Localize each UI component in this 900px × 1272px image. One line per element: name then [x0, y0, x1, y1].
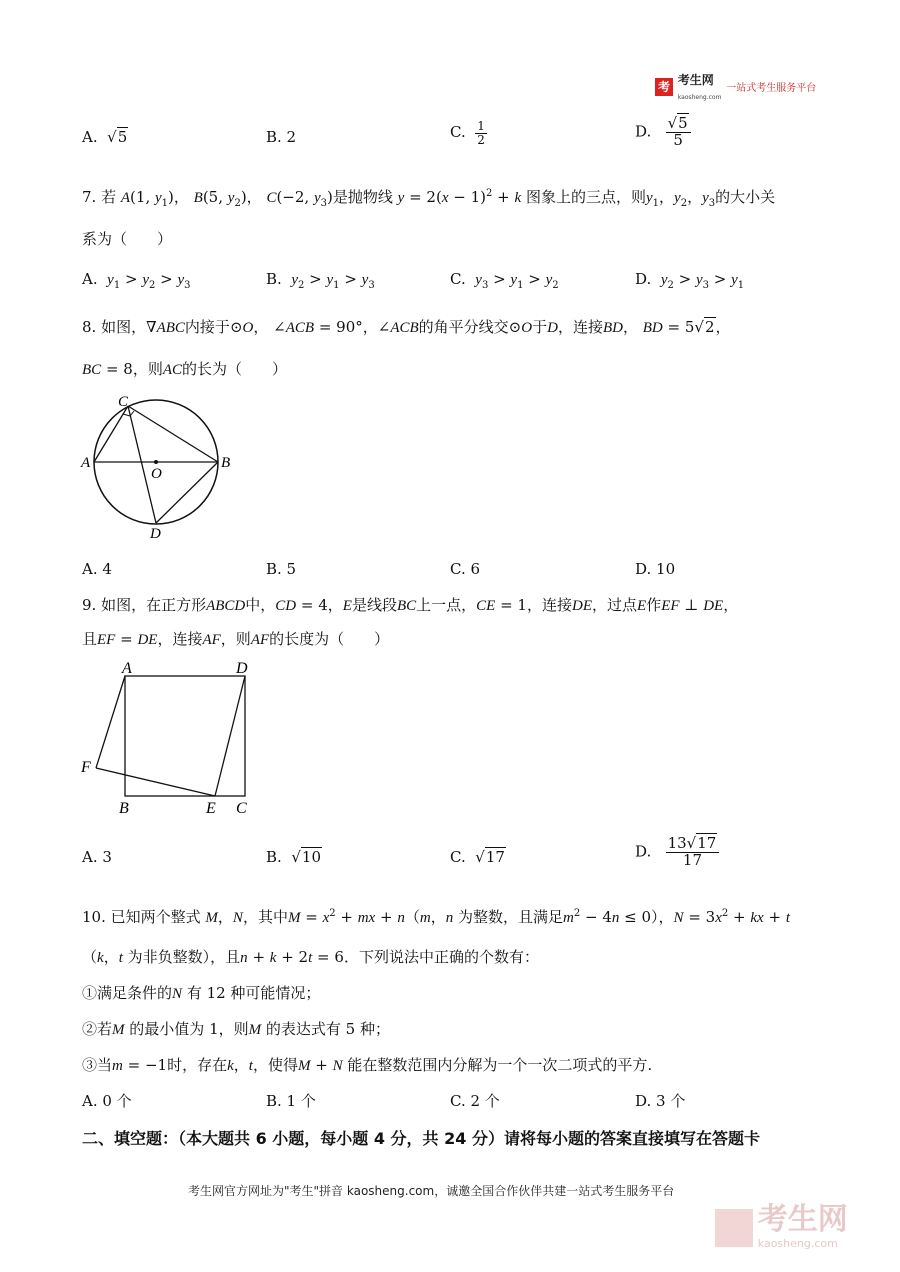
q9-segment-af: [96, 676, 125, 768]
q9-square: [125, 676, 245, 796]
q7-stem-line2: 系为（ ）: [82, 230, 173, 248]
q9-figure: [78, 656, 258, 821]
watermark-domain: kaosheng.com: [757, 1237, 838, 1250]
logo-slogan: 一站式考生服务平台: [726, 83, 817, 94]
q9-label-c: C: [236, 800, 247, 817]
q8-option-d: D. 10: [635, 560, 676, 578]
q8-option-a: A. 4: [82, 560, 112, 578]
q10-option-a: A. 0 个: [82, 1092, 132, 1110]
q7-option-c: C. $y_3 > y_1 > y_2$: [450, 270, 559, 291]
q9-segment-ed: [215, 676, 245, 796]
q7-option-a: A. $y_1 > y_2 > y_3$: [82, 270, 191, 291]
logo-mark: 考: [655, 78, 673, 96]
q8-option-b: B. 5: [266, 560, 297, 578]
q7-option-d: D. $y_2 > y_3 > y_1$: [635, 270, 745, 291]
q10-option-b: B. 1 个: [266, 1092, 316, 1110]
q9-label-d: D: [236, 660, 248, 677]
q10-stem-line2: （k，t 为非负整数），且n + k + 2t = 6．下列说法中正确的个数有：: [82, 948, 539, 966]
watermark: [715, 1202, 848, 1250]
q8-segment-cd: [128, 406, 156, 523]
q10-option-c: C. 2 个: [450, 1092, 500, 1110]
footer-text: 考生网官方网址为"考生"拼音 kaosheng.com，诚邀全国合作伙伴共建一站式考生服务平台: [188, 1184, 675, 1198]
q10-option-d: D. 3 个: [635, 1092, 686, 1110]
q10-statement-2: ②若M 的最小值为 1，则M 的表达式有 5 种；: [82, 1020, 390, 1038]
q9-option-d: D. $\frac{13√17}{17}$: [635, 836, 719, 869]
q9-label-f: F: [81, 759, 91, 776]
q6-option-c: C. $\frac{1}{2}$: [450, 119, 485, 147]
section-fill-in-heading: 二、填空题：（本大题共 6 小题，每小题 4 分，共 24 分）请将每小题的答案直接填写在答题卡: [82, 1129, 760, 1148]
logo-name: 考生网: [677, 73, 714, 87]
q8-label-d: D: [150, 526, 161, 542]
q8-stem-line2: BC = 8，则AC的长为（ ）: [82, 360, 288, 378]
q8-segment-db: [156, 462, 218, 523]
q9-label-a: A: [122, 660, 132, 677]
q8-center-point: [154, 460, 158, 464]
q8-segment-cb: [128, 406, 218, 462]
q7-stem: 7. 若 A(1, $y_1$)， B(5, $y_2$)， C(−2, $y_3$)是抛物线 $y = 2(x - 1)^2 + k$ 图象上的三点，则$y_1$，$y_2$，$y_3$的大小关: [82, 188, 776, 209]
logo-domain: kaosheng.com: [677, 94, 722, 101]
watermark-name: 考生网: [757, 1202, 848, 1237]
q9-option-b: B. √10: [266, 848, 321, 866]
q9-option-c: C. √17: [450, 848, 505, 866]
q8-stem: 8. 如图，∇ABC内接于⊙O， ∠ACB = 90°，∠ACB的角平分线交⊙O于D，连接BD， BD = 5√2，: [82, 318, 731, 336]
watermark-logo-icon: [715, 1209, 753, 1247]
q6-option-b: B. 2: [266, 128, 297, 146]
q6-option-d: D. $\frac{√5}{5}$: [635, 116, 691, 149]
q9-label-b: B: [119, 800, 129, 817]
q10-statement-3: ③当m = −1时，存在k，t，使得M + N 能在整数范围内分解为一个一次二项式的平方.: [82, 1056, 653, 1074]
q8-label-a: A: [81, 455, 91, 471]
q9-option-a: A. 3: [82, 848, 112, 866]
q8-figure: [78, 390, 231, 542]
q10-statement-1: ①满足条件的N 有 12 种可能情况；: [82, 984, 321, 1002]
q9-segment-fe: [96, 768, 215, 796]
q6-option-a: A. √5: [82, 128, 128, 146]
q8-option-c: C. 6: [450, 560, 481, 578]
site-logo: [655, 72, 816, 102]
q8-label-b: B: [221, 455, 231, 471]
q9-stem: 9. 如图，在正方形ABCD中，CD = 4，E是线段BC上一点，CE = 1，连接DE，过点E作EF ⊥ DE，: [82, 596, 739, 614]
q7-option-b: B. $y_2 > y_1 > y_3$: [266, 270, 375, 291]
q8-label-c: C: [118, 394, 129, 410]
q9-label-e: E: [206, 800, 216, 817]
q8-label-o: O: [151, 466, 162, 482]
q9-stem-line2: 且EF = DE，连接AF，则AF的长度为（ ）: [82, 630, 390, 648]
q10-stem: 10. 已知两个整式 M，N，其中$M = x^2$ + mx + n（m，n 为整数，且满足$m^2 - 4n \le 0$），$N = 3x^2$ + kx + t: [82, 908, 790, 926]
